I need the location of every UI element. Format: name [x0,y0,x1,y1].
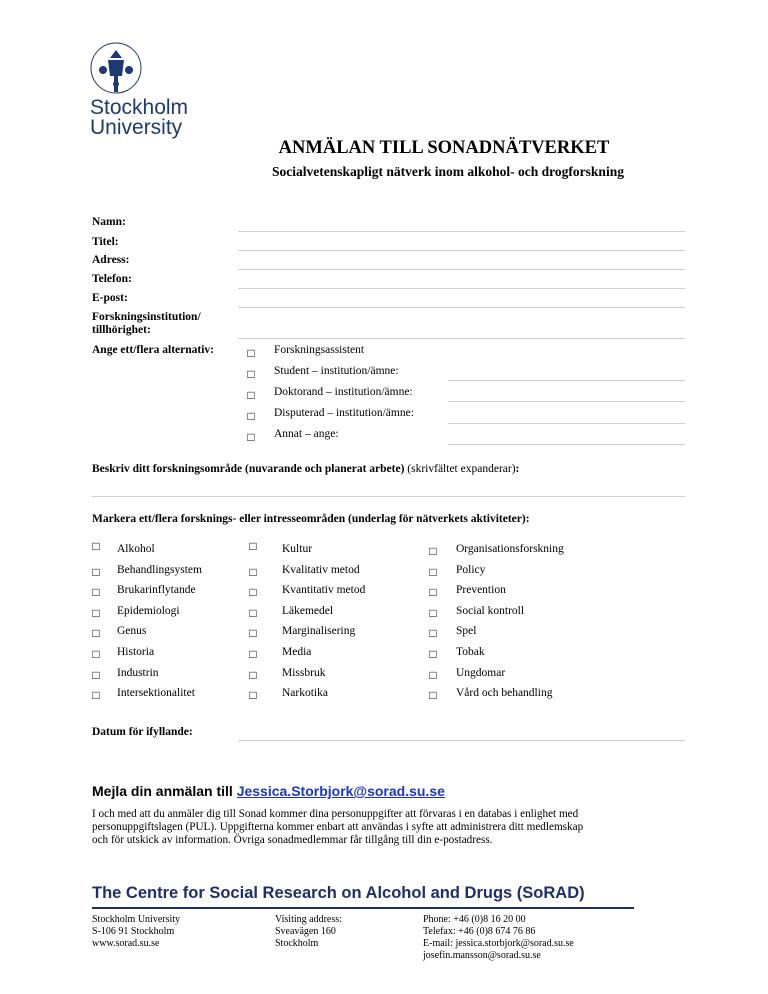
university-logo-text [90,98,188,138]
checkbox-icon[interactable]: □ [429,647,437,661]
checkbox-icon[interactable]: □ [249,606,257,620]
disputerad-institution-field[interactable] [448,423,685,424]
interest-option-label: Industrin [117,667,159,679]
footer-line: Visiting address: [275,914,342,925]
interest-option-label: Vård och behandling [456,687,553,699]
checkbox-icon[interactable]: □ [429,606,437,620]
checkbox-icon[interactable]: □ [92,688,100,702]
interest-option-label: Narkotika [282,687,328,699]
phone-label: Telefon: [92,273,132,285]
interest-option-label: Spel [456,625,477,637]
interest-option-label: Social kontroll [456,605,525,617]
privacy-line-3: och för utskick av information. Övriga sonadmedlemmar får tillgång till din e-postadress. [92,834,493,846]
research-area-label [92,463,519,475]
checkbox-icon[interactable]: □ [249,688,257,702]
interest-option-label: Kvantitativ metod [282,584,366,596]
checkbox-icon[interactable]: □ [429,565,437,579]
mail-prefix: Mejla din anmälan till [92,783,237,799]
footer-visiting-column [275,914,342,950]
checkbox-icon[interactable]: □ [429,626,437,640]
checkbox-icon[interactable]: □ [92,647,100,661]
option-student: Student – institution/ämne: [274,365,399,377]
interest-option-label: Behandlingsystem [117,564,202,576]
email-label: E-post: [92,292,128,304]
checkbox-icon[interactable]: □ [429,585,437,599]
footer-contact-column [423,914,574,962]
institution-label [92,311,201,337]
logo-line-1: Stockholm [90,96,189,119]
interest-option-label: Organisationsforskning [456,543,564,555]
interest-option-label: Kultur [282,543,313,555]
option-doktorand: Doktorand – institution/ämne: [274,386,413,398]
footer-line: Phone: +46 (0)8 16 20 00 [423,914,526,925]
option-disputerad: Disputerad – institution/ämne: [274,407,414,419]
mail-link[interactable]: Jessica.Storbjork@sorad.su.se [236,783,445,799]
address-field[interactable] [238,269,685,270]
checkbox-icon[interactable]: □ [429,668,437,682]
footer-line: Telefax: +46 (0)8 674 76 86 [423,926,536,937]
checkbox-icon[interactable]: □ [247,346,255,360]
interest-option-label: Historia [117,646,155,658]
interest-option-label: Intersektionalitet [117,687,195,699]
form-subtitle: Socialvetenskapligt nätverk inom alkohol- och drogforskning [272,164,624,179]
interest-option-label: Media [282,646,312,658]
privacy-line-2: personuppgiftslagen (PUL). Uppgifterna kommer enbart att användas i syfte att administrera ditt medlemskap [92,821,584,833]
options-label: Ange ett/flera alternativ: [92,344,214,356]
research-area-bold: Beskriv ditt forskningsområde (nuvarande och planerat arbete) [92,463,405,475]
date-field[interactable] [238,740,685,741]
checkbox-icon[interactable]: □ [249,565,257,579]
logo-line-2: University [90,116,183,139]
interest-option-label: Marginalisering [282,625,356,637]
email-field[interactable] [238,307,685,308]
privacy-paragraph [92,808,692,847]
footer-divider [92,907,634,909]
doktorand-institution-field[interactable] [448,401,685,402]
research-area-note: (skrivfältet expanderar) [404,463,516,475]
title-field[interactable] [238,250,685,251]
checkbox-icon[interactable]: □ [249,626,257,640]
interest-option-label: Tobak [456,646,485,658]
phone-field[interactable] [238,288,685,289]
interest-option-label: Läkemedel [282,605,334,617]
form-title: ANMÄLAN TILL SONADNÄTVERKET [278,138,610,158]
checkbox-icon[interactable]: □ [249,668,257,682]
institution-label-line-1: Forskningsinstitution/ [92,311,201,323]
footer-website-link[interactable]: www.sorad.su.se [92,938,160,949]
mail-heading [92,783,445,799]
footer-email-link[interactable]: E-mail: jessica.storbjork@sorad.su.se [423,938,574,949]
interest-option-label: Kvalitativ metod [282,564,360,576]
date-label: Datum för ifyllande: [92,726,193,738]
checkbox-icon[interactable]: □ [429,688,437,702]
checkbox-icon[interactable]: □ [92,539,100,553]
footer-line: Stockholm University [92,914,181,925]
checkbox-icon[interactable]: □ [92,585,100,599]
checkbox-icon[interactable]: □ [92,626,100,640]
institution-label-line-2: tillhörighet: [92,324,151,336]
footer-line: Sveavägen 160 [275,926,336,937]
interest-option-label: Genus [117,625,147,637]
institution-field[interactable] [238,338,685,339]
checkbox-icon[interactable]: □ [247,388,255,402]
footer-line: Stockholm [275,938,319,949]
interest-option-label: Prevention [456,584,506,596]
interest-option-label: Alkohol [117,543,155,555]
footer-line: S-106 91 Stockholm [92,926,175,937]
option-annat: Annat – ange: [274,428,339,440]
interest-option-label: Policy [456,564,486,576]
address-label: Adress: [92,254,130,266]
student-institution-field[interactable] [448,380,685,381]
checkbox-icon[interactable]: □ [247,409,255,423]
checkbox-icon[interactable]: □ [92,606,100,620]
interests-heading: Markera ett/flera forsknings- eller intresseområden (underlag för nätverkets aktiviteter): [92,513,530,525]
name-label: Namn: [92,216,126,228]
checkbox-icon[interactable]: □ [249,647,257,661]
checkbox-icon[interactable]: □ [92,565,100,579]
footer-address-column [92,914,180,950]
option-forskningsassistent: Forskningsassistent [274,344,365,356]
interest-option-label: Epidemiologi [117,605,180,617]
research-area-field[interactable] [92,496,685,497]
interest-option-label: Missbruk [282,667,326,679]
checkbox-icon[interactable]: □ [249,585,257,599]
sorad-banner: The Centre for Social Research on Alcohol and Drugs (SoRAD) [92,884,585,902]
checkbox-icon[interactable]: □ [247,367,255,381]
research-area-colon: : [515,463,520,475]
name-field[interactable] [238,231,685,232]
checkbox-icon[interactable]: □ [249,539,257,553]
title-label: Titel: [92,236,119,248]
footer-email-link[interactable]: josefin.mansson@sorad.su.se [423,950,541,961]
checkbox-icon[interactable]: □ [92,668,100,682]
privacy-line-1: I och med att du anmäler dig till Sonad kommer dina personuppgifter att förvaras i en databas i enlighet med [92,808,579,820]
interest-option-label: Ungdomar [456,667,506,679]
annat-field[interactable] [448,444,685,445]
checkbox-icon[interactable]: □ [247,430,255,444]
checkbox-icon[interactable]: □ [429,544,437,558]
interest-option-label: Brukarinflytande [117,584,196,596]
